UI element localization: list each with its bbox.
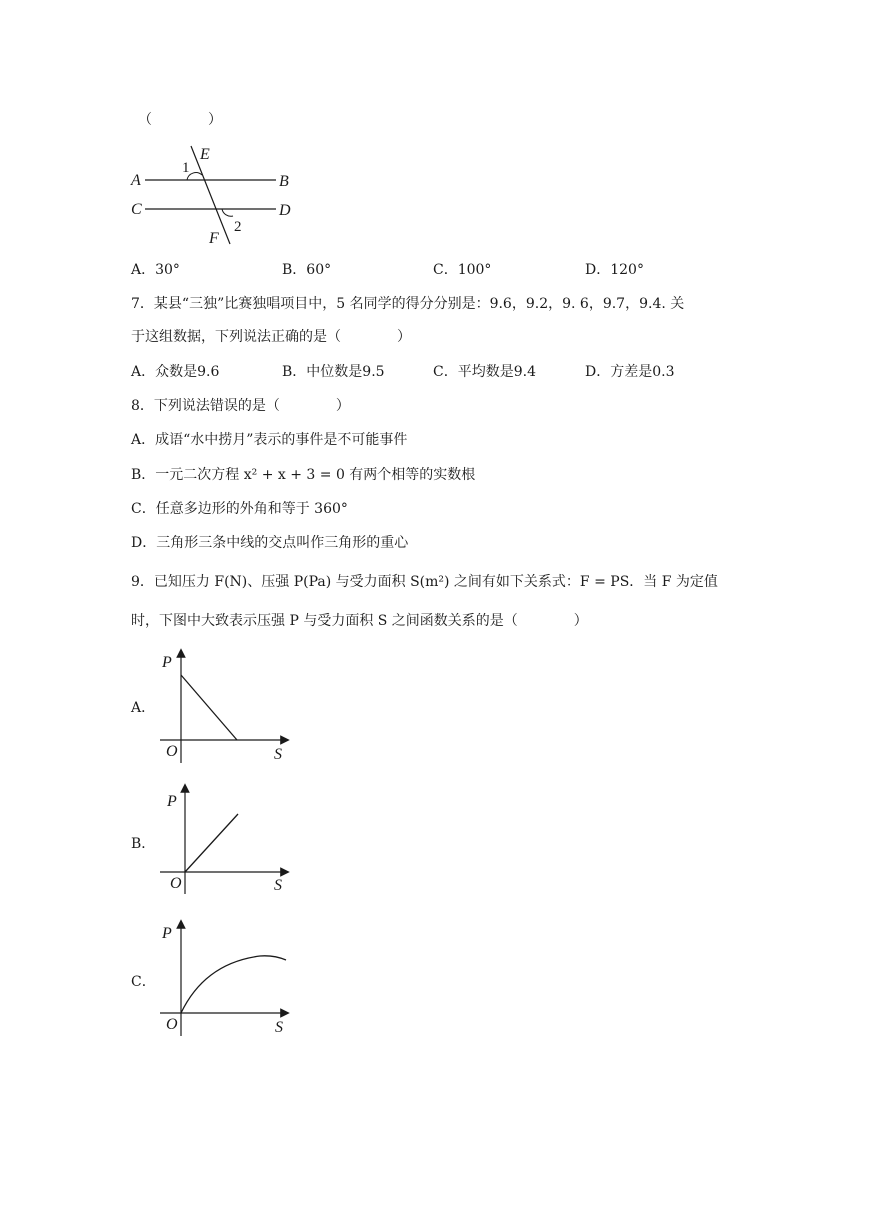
q9-option-c-label: C．: [131, 974, 156, 990]
label-C: C: [131, 201, 142, 218]
angle-2-label: 2: [234, 219, 242, 235]
origin-label: O: [170, 875, 182, 892]
label-E: E: [200, 146, 210, 163]
label-A: A: [131, 172, 141, 189]
q6-answer-bracket: （ ）: [138, 112, 222, 128]
axis-s-label: S: [274, 877, 282, 894]
q6-parallel-lines-figure: [125, 142, 300, 248]
label-B: B: [279, 173, 289, 190]
q6-option-b: B．60°: [282, 262, 332, 278]
q9-graph-a: [150, 645, 295, 770]
q8-stem: 8．下列说法错误的是（ ）: [131, 398, 350, 414]
q7-option-c: C．平均数是9.4: [433, 364, 536, 380]
q6-option-a: A．30°: [131, 262, 180, 278]
q9-option-b-label: B．: [131, 836, 156, 852]
axis-p-label: P: [162, 654, 172, 671]
q7-option-a: A．众数是9.6: [131, 364, 220, 380]
q8-option-d: D．三角形三条中线的交点叫作三角形的重心: [131, 535, 409, 551]
q7-stem-line2: 于这组数据，下列说法正确的是（ ）: [131, 329, 411, 345]
label-F: F: [209, 230, 219, 247]
q8-option-b: B．一元二次方程 x² + x + 3 = 0 有两个相等的实数根: [131, 467, 476, 483]
q9-option-a-label: A．: [131, 700, 156, 716]
axis-p-label: P: [167, 793, 177, 810]
label-D: D: [279, 202, 291, 219]
q7-stem-line1: 7．某县“三独”比赛独唱项目中，5 名同学的得分分别是：9.6，9.2，9. 6，9.7，9.4. 关: [131, 296, 685, 312]
q9-graph-c: [150, 918, 295, 1038]
q9-graph-b: [150, 782, 295, 902]
q8-option-a: A．成语“水中捞月”表示的事件是不可能事件: [131, 432, 408, 448]
q8-option-c: C．任意多边形的外角和等于 360°: [131, 501, 348, 517]
axis-s-label: S: [275, 1019, 283, 1036]
angle-1-label: 1: [182, 160, 190, 176]
q7-option-d: D．方差是0.3: [585, 364, 675, 380]
q6-option-d: D．120°: [585, 262, 644, 278]
origin-label: O: [166, 1016, 178, 1033]
axis-p-label: P: [162, 925, 172, 942]
origin-label: O: [166, 743, 178, 760]
q6-option-c: C．100°: [433, 262, 492, 278]
q7-option-b: B．中位数是9.5: [282, 364, 385, 380]
axis-s-label: S: [274, 746, 282, 763]
q9-stem-line1: 9．已知压力 F(N)、压强 P(Pa) 与受力面积 S(m²) 之间有如下关系式：F = PS．当 F 为定值: [131, 574, 718, 590]
q9-stem-line2: 时，下图中大致表示压强 P 与受力面积 S 之间函数关系的是（ ）: [131, 613, 588, 629]
